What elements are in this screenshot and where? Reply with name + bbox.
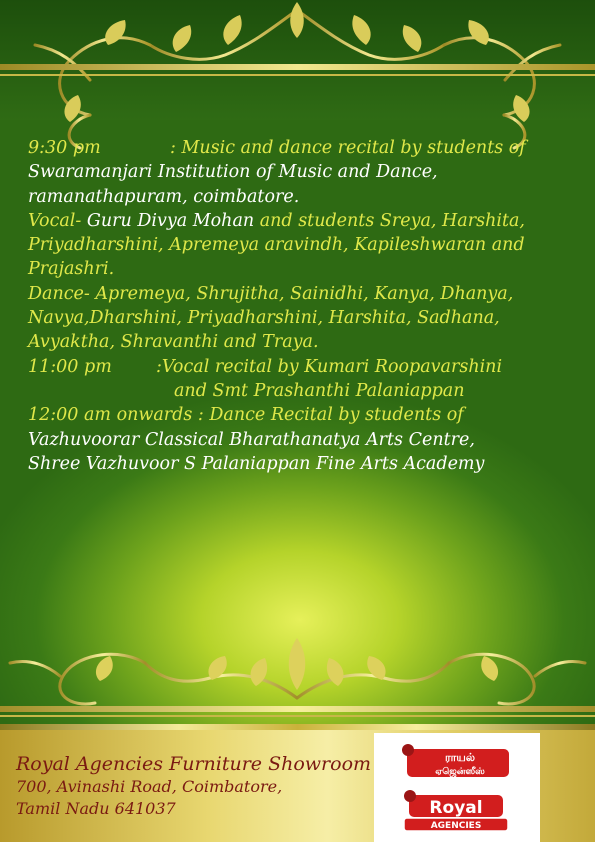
schedule-line: Prajashri.	[28, 259, 115, 280]
tamil-logo-subtext: ஏஜென்ஸீஸ்	[435, 767, 485, 777]
slot-time: 11:00 pm	[28, 356, 112, 377]
schedule-line: Navya,Dharshini, Priyadharshini, Harshita, Sadhana,	[28, 308, 500, 329]
slot-desc: : Dance Recital by students of	[192, 405, 464, 426]
schedule-line: Shree Vazhuvoor S Palaniappan Fine Arts Academy	[28, 453, 485, 474]
slot-desc: : Music and dance recital by students of	[170, 138, 526, 158]
schedule-line	[28, 209, 578, 233]
slot-desc: :Vocal recital by Kumari Roopavarshini	[156, 356, 503, 377]
tamil-logo-text: ராயல்	[445, 751, 475, 764]
schedule-line: Vazhuvoorar Classical Bharathanatya Arts Centre,	[28, 429, 475, 450]
schedule-line: Priyadharshini, Apremeya aravindh, Kapileshwaran and	[28, 235, 525, 256]
top-ornament-icon	[0, 0, 595, 150]
address-line: Tamil Nadu 641037	[16, 799, 176, 818]
royal-logo-text: Royal	[429, 798, 483, 818]
slot-time: 12:00 am onwards	[28, 405, 193, 426]
bottom-ornament-icon	[0, 618, 595, 723]
vocal-rest: and students Sreya, Harshita,	[254, 210, 525, 231]
schedule-line: Swaramanjari Institution of Music and Dance,	[28, 162, 438, 183]
schedule-block	[28, 136, 578, 476]
schedule-line	[28, 355, 578, 379]
schedule-line: Avyaktha, Shravanthi and Traya.	[28, 332, 319, 353]
schedule-line: Dance- Apremeya, Shrujitha, Sainidhi, Kanya, Dhanya,	[28, 283, 514, 304]
schedule-line	[28, 136, 578, 160]
schedule-line	[28, 403, 578, 427]
address-line: 700, Avinashi Road, Coimbatore,	[16, 777, 283, 796]
tamil-logo-icon	[398, 742, 516, 782]
schedule-line: and Smt Prashanthi Palaniappan	[174, 380, 465, 401]
business-name: Royal Agencies Furniture Showroom	[16, 753, 372, 775]
slot-time: 9:30 pm	[28, 138, 101, 158]
footer-divider	[0, 724, 595, 730]
royal-logo-icon	[400, 788, 510, 834]
vocal-prefix: Vocal-	[28, 210, 87, 231]
agencies-logo-text: AGENCIES	[430, 821, 482, 831]
schedule-line: ramanathapuram, coimbatore.	[28, 186, 300, 207]
address-block	[16, 752, 371, 820]
vocal-guru: Guru Divya Mohan	[86, 210, 255, 231]
